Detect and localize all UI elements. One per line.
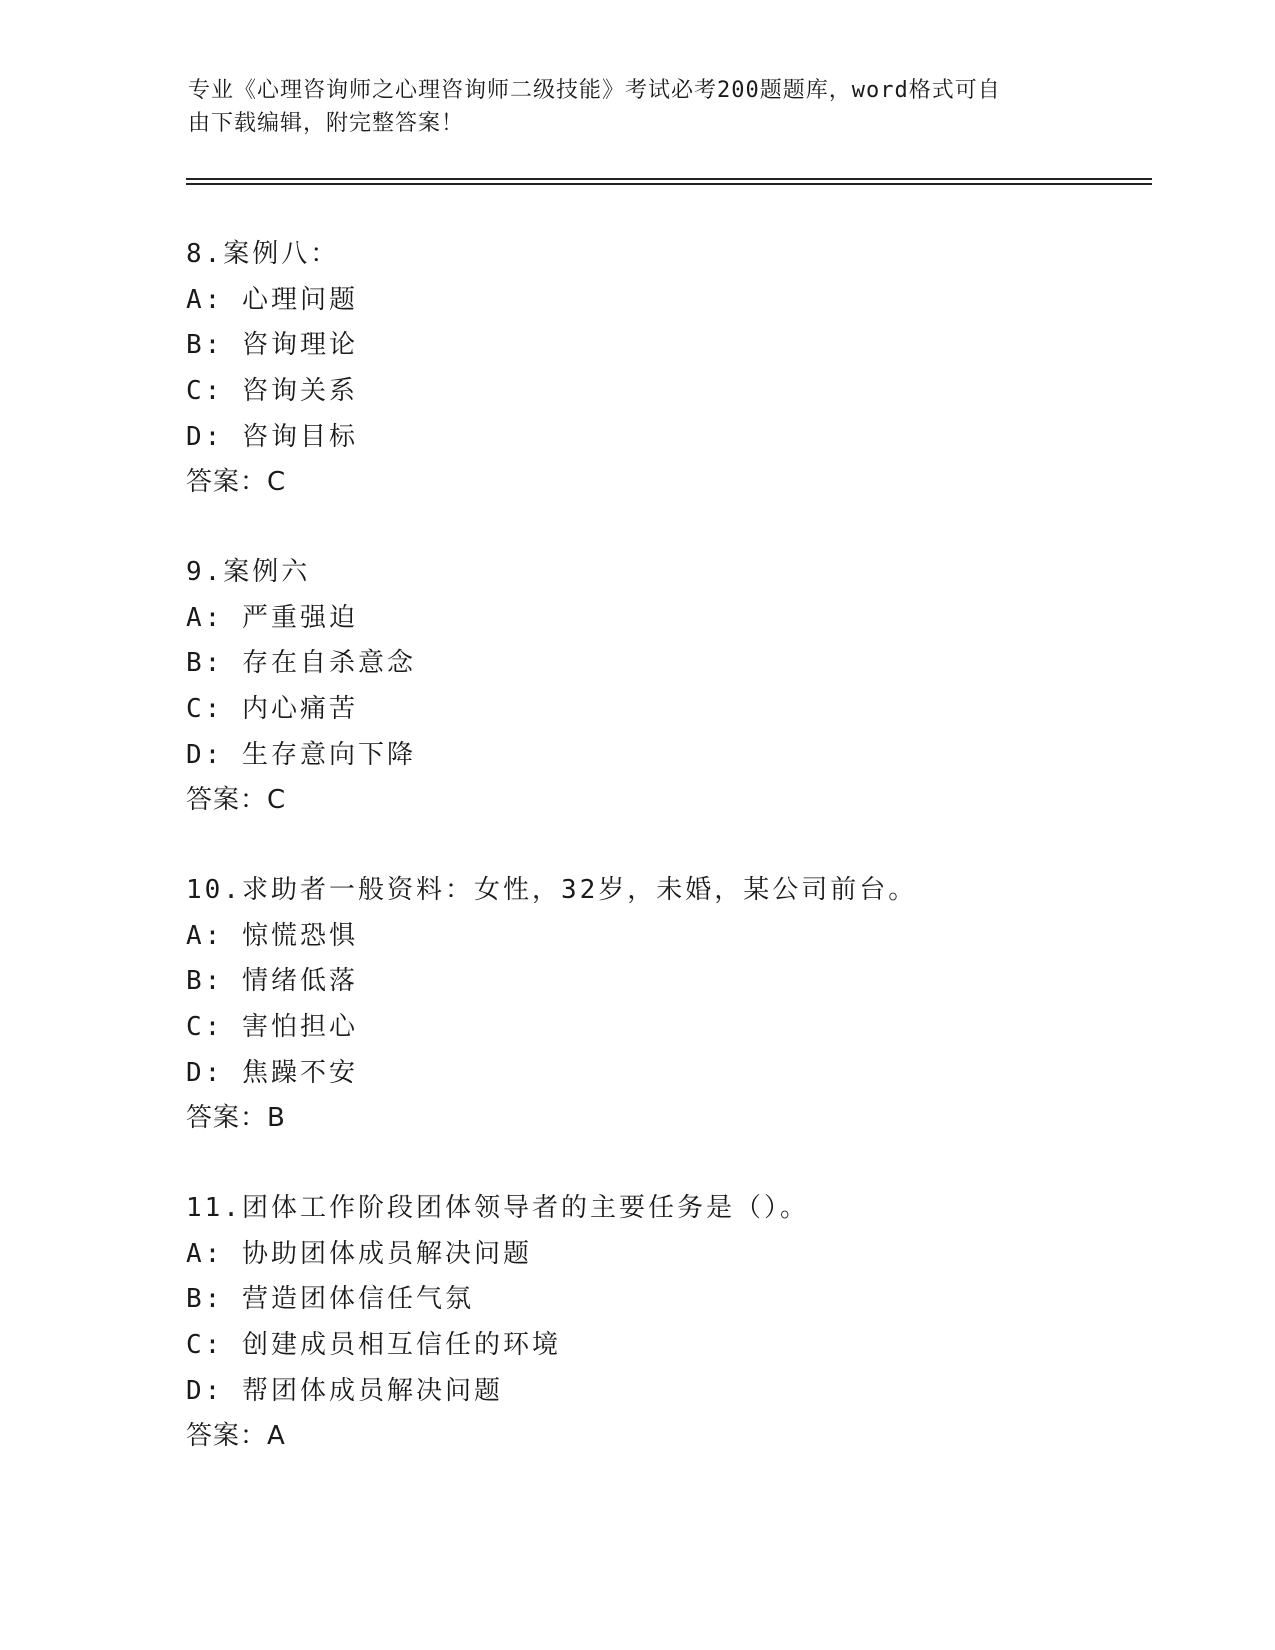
option-a: A: 严重强迫 bbox=[186, 602, 358, 633]
answer-line: 答案：A bbox=[186, 1421, 286, 1452]
answer-line: 答案：C bbox=[186, 467, 287, 498]
option-b: B: 情绪低落 bbox=[186, 966, 358, 997]
header-divider-bottom bbox=[186, 183, 1152, 185]
document-header bbox=[188, 74, 1078, 140]
question-block bbox=[186, 232, 1146, 506]
question-stem: 10.求助者一般资料：女性，32岁，未婚，某公司前台。 bbox=[186, 875, 918, 905]
option-a: A: 惊慌恐惧 bbox=[186, 920, 358, 951]
question-block bbox=[186, 550, 1146, 824]
question-stem: 11.团体工作阶段团体领导者的主要任务是（）。 bbox=[186, 1193, 809, 1223]
option-c: C: 害怕担心 bbox=[186, 1012, 358, 1043]
option-b: B: 存在自杀意念 bbox=[186, 648, 416, 679]
option-b: B: 咨询理论 bbox=[186, 330, 358, 361]
answer-line: 答案：B bbox=[186, 1103, 286, 1134]
option-c: C: 咨询关系 bbox=[186, 376, 358, 407]
question-block bbox=[186, 868, 1146, 1142]
option-a: A: 心理问题 bbox=[186, 284, 358, 315]
question-block bbox=[186, 1186, 1146, 1460]
header-line-2: 由下载编辑，附完整答案！ bbox=[188, 111, 465, 136]
option-c: C: 创建成员相互信任的环境 bbox=[186, 1330, 561, 1361]
header-divider-top bbox=[186, 178, 1152, 180]
header-line-1: 专业《心理咨询师之心理咨询师二级技能》考试必考200题题库，word格式可自 bbox=[188, 78, 1001, 103]
option-d: D: 咨询目标 bbox=[186, 421, 358, 452]
question-stem: 8.案例八： bbox=[186, 239, 340, 269]
option-c: C: 内心痛苦 bbox=[186, 694, 358, 725]
option-a: A: 协助团体成员解决问题 bbox=[186, 1238, 532, 1269]
option-b: B: 营造团体信任气氛 bbox=[186, 1284, 474, 1315]
option-d: D: 帮团体成员解决问题 bbox=[186, 1375, 503, 1406]
question-stem: 9.案例六 bbox=[186, 557, 311, 587]
option-d: D: 焦躁不安 bbox=[186, 1057, 358, 1088]
answer-line: 答案：C bbox=[186, 785, 287, 816]
option-d: D: 生存意向下降 bbox=[186, 739, 416, 770]
